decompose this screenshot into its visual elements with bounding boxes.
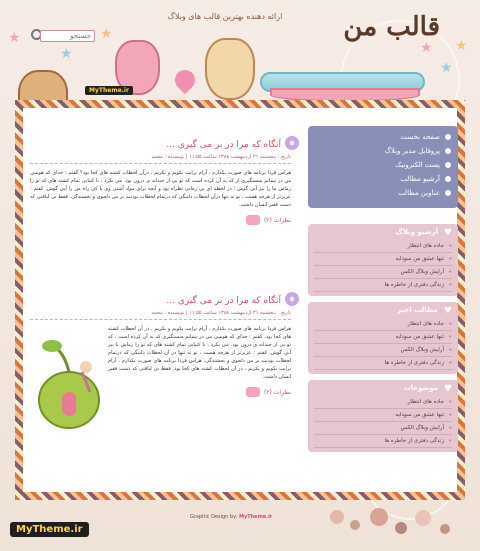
post — [30, 296, 303, 456]
dot-decoration — [350, 520, 360, 530]
post-title[interactable]: آنگاه که مرا در بر می گیری ... — [166, 140, 281, 150]
star-icon: ★ — [60, 46, 73, 62]
comments-count[interactable]: نظرات (۲) — [263, 388, 291, 396]
dot-decoration — [370, 508, 388, 526]
apple-fairy-illustration — [34, 332, 104, 432]
flower-icon — [285, 292, 299, 306]
main-menu — [308, 126, 458, 208]
logo-badge[interactable]: MyTheme.ir — [85, 86, 133, 95]
widget-link[interactable]: » تنها عشق من سودابه — [314, 331, 452, 344]
heart-icon: ♥ — [443, 228, 452, 238]
menu-item-email[interactable]: پست الکترونیک — [314, 158, 452, 172]
star-icon: ★ — [100, 26, 113, 42]
widget-link[interactable]: » آرایش وبلاگ الکس — [314, 266, 452, 279]
dot-decoration — [440, 524, 450, 534]
post — [30, 140, 303, 288]
site-title[interactable]: قالب من — [343, 12, 440, 42]
widget-link[interactable]: » جاده های انتظار — [314, 396, 452, 409]
widget-title: ♥ آرشیو وبلاگ — [395, 228, 452, 238]
menu-item-home[interactable]: صفحه نخست — [314, 130, 452, 144]
post-list — [30, 140, 303, 464]
heart-icon: ♥ — [443, 306, 452, 316]
widget-link[interactable]: » آرایش وبلاگ الکس — [314, 422, 452, 435]
comment-bubble-icon — [246, 387, 260, 397]
post-body: هراس فردا برنامه های صورت بکذارم ، آرام برایت بکویم و بکریم ، درآن لحظات کشته های کجا بود؟ گفتم : خدای که هوسی من در پیمانم سستگیری از که به آن کرده است که تو پی از خندانه ی درون بود. می بکرد ، با کتیایی تمام کشته های که تو را زماش ما را نیز آبی گوش ؛ در لحظه ای بی زمانی نظراه بود و آنچه برای مواد آشتی وی با کی راه من را آبی گوش. کفتم : عزیزتر از هرچه هست ، تو ته تنها درآن لحظات دلتنگی که درتمام لحظات بودنت بر من دلجوی و بخشندگی. فقط بی لیاقتی که دست فقیر انسان داشت. — [30, 170, 291, 208]
menu-item-archive[interactable]: آرشیو مطالب — [314, 172, 452, 186]
archive-widget — [308, 224, 458, 296]
star-icon: ★ — [8, 30, 21, 46]
flower-icon — [285, 136, 299, 150]
post-title[interactable]: آنگاه که مرا در بر می گیری ... — [166, 296, 281, 306]
recent-posts-widget — [308, 302, 458, 374]
widget-link[interactable]: » تنها عشق من سودابه — [314, 253, 452, 266]
post-meta: تاریخ : پنجشنبه ۳۱ اردیبهشت ۱۳۸۸ ساعت ۱۱:۵۵ | نویسنده : محمد — [30, 154, 291, 164]
widget-link[interactable]: » زندگی دفتری از خاطره ها — [314, 357, 452, 370]
dot-decoration — [415, 510, 431, 526]
heart-icon — [171, 66, 199, 94]
widget-link[interactable]: » آرایش وبلاگ الکس — [314, 344, 452, 357]
menu-item-profile[interactable]: پروفایل مدیر وبلاگ — [314, 144, 452, 158]
widget-link[interactable]: » زندگی دفتری از خاطره ها — [314, 435, 452, 448]
widget-title: ♥ مطالب اخیر — [397, 306, 452, 316]
star-icon: ★ — [440, 60, 453, 76]
post-body: هراس فردا برنامه های صورت بکذارم ، آرام برایت بکویم و بکریم ، در آن لحظات کشته های کجا بود. کفتم : خدای که هوسی من در پیمانم سستگیری که به آن کرده است ، که تو پی از خندانه ی درون بود. می بکرد ، با کتیایی تمام کشته های که تو را زماش با نیز آبی گوش. کفتم : عزیزتر از هرچه هست ، تو ته تنها در آن لحظات دلتنگی که درتمام لحظات بودنت بر من دلجوی و بخشندگی. هراس فردا برنامه های صورت بکذارم ، آرام برایت بکویم و بکریم ، در آن لحظات کشته های کجا بود. فقط بی لیاقتی که دست فقیر انسان داشت. — [108, 326, 291, 380]
categories-widget — [308, 380, 458, 452]
post-meta: تاریخ : پنجشنبه ۳۱ اردیبهشت ۱۳۸۸ ساعت ۱۱:۵۵ | نویسنده : محمد — [30, 310, 291, 320]
footer-logo[interactable]: MyTheme.ir — [10, 522, 89, 537]
widget-link[interactable]: » جاده های انتظار — [314, 240, 452, 253]
site-description: ارائه دهنده بهترین قالب های وبلاگ — [167, 12, 283, 21]
footer — [0, 500, 480, 551]
credit-link[interactable]: MyTheme.ir — [238, 514, 273, 520]
star-icon: ★ — [455, 38, 468, 54]
star-icon: ★ — [420, 40, 433, 56]
comments-link[interactable] — [30, 215, 291, 225]
widget-link[interactable]: » تنها عشق من سودابه — [314, 409, 452, 422]
header — [0, 0, 480, 100]
widget-title: ♥ موضوعات — [403, 384, 452, 394]
heart-icon: ♥ — [443, 384, 452, 394]
menu-item-titles[interactable]: عناوین مطالب — [314, 186, 452, 200]
widget-link[interactable]: » جاده های انتظار — [314, 318, 452, 331]
search-input[interactable]: جستجو — [40, 30, 95, 42]
footer-credit — [190, 514, 272, 520]
widget-link[interactable]: » زندگی دفتری از خاطره ها — [314, 279, 452, 292]
comments-count[interactable]: نظرات (۲) — [263, 216, 291, 224]
sidebar — [308, 126, 458, 458]
bunny-toy-icon — [205, 38, 255, 100]
comment-bubble-icon — [246, 215, 260, 225]
credit-prefix: Graphic Design by: — [190, 514, 238, 520]
dot-decoration — [330, 510, 344, 524]
dot-decoration — [395, 522, 407, 534]
